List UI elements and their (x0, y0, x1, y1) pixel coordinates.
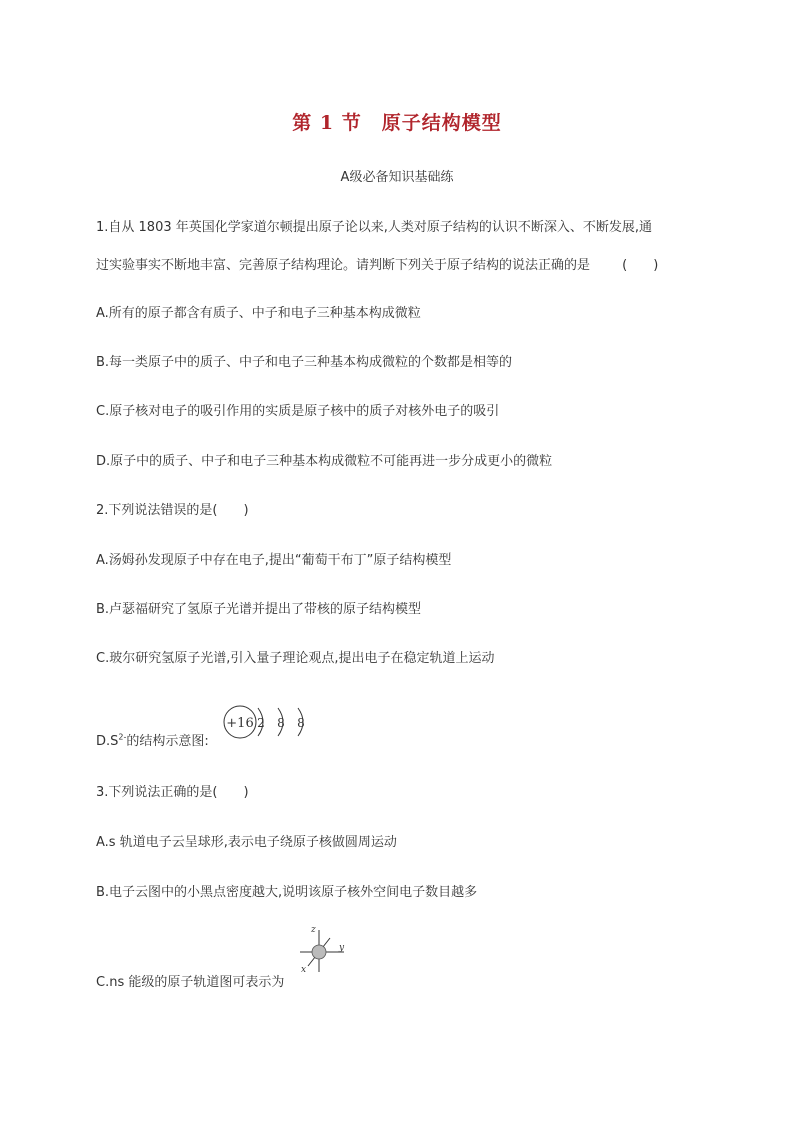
section-subtitle: A级必备知识基础练 (340, 170, 454, 185)
x-axis-label: x (301, 965, 307, 975)
shell-1-electrons: 2 (257, 716, 265, 730)
q3-option-b: B.电子云图中的小黑点密度越大,说明该原子核外空间电子数目越多 (96, 885, 478, 900)
q1-stem-line2 (96, 254, 658, 273)
q3-option-a: A.s 轨道电子云呈球形,表示电子绕原子核做圆周运动 (96, 835, 397, 850)
q1-option-c: C.原子核对电子的吸引作用的实质是原子核中的质子对核外电子的吸引 (96, 404, 500, 419)
shell-3-electrons: 8 (297, 716, 305, 730)
q2-option-d-prefix: D.S (96, 734, 119, 749)
q2-option-b: B.卢瑟福研究了氢原子光谱并提出了带核的原子结构模型 (96, 602, 422, 617)
page-title: 第 1 节 原子结构模型 (292, 112, 502, 134)
nucleus-charge: +16 (226, 716, 254, 731)
s-orbital-diagram (294, 922, 354, 980)
q3-option-c: C.ns 能级的原子轨道图可表示为 (96, 975, 285, 990)
q2-option-a: A.汤姆孙发现原子中存在电子,提出“葡萄干布丁”原子结构模型 (96, 553, 452, 568)
sulfide-ion-structure-diagram (218, 702, 318, 746)
q1-option-b: B.每一类原子中的质子、中子和电子三种基本构成微粒的个数都是相等的 (96, 355, 513, 370)
y-axis-label: y (339, 943, 345, 953)
q1-stem-line1: 1.自从 1803 年英国化学家道尔顿提出原子论以来,人类对原子结构的认识不断深入、不断发展,通 (96, 220, 653, 235)
q2-option-d-suffix: 的结构示意图: (126, 734, 209, 749)
q2-option-d (96, 730, 209, 749)
q1-stem-text: 过实验事实不断地丰富、完善原子结构理论。请判断下列关于原子结构的说法正确的是 (96, 258, 591, 273)
q2-option-d-charge: 2- (118, 732, 127, 742)
q1-option-a: A.所有的原子都含有质子、中子和电子三种基本构成微粒 (96, 306, 421, 321)
q1-option-d: D.原子中的质子、中子和电子三种基本构成微粒不可能再进一步分成更小的微粒 (96, 454, 553, 469)
q1-answer-paren: ( ) (622, 258, 659, 273)
q3-stem: 3.下列说法正确的是( ) (96, 785, 249, 800)
shell-2-electrons: 8 (277, 716, 285, 730)
s-orbital-sphere (312, 945, 326, 959)
q2-option-c: C.玻尔研究氢原子光谱,引入量子理论观点,提出电子在稳定轨道上运动 (96, 651, 495, 666)
z-axis-label: z (311, 925, 316, 935)
q2-stem: 2.下列说法错误的是( ) (96, 503, 249, 518)
